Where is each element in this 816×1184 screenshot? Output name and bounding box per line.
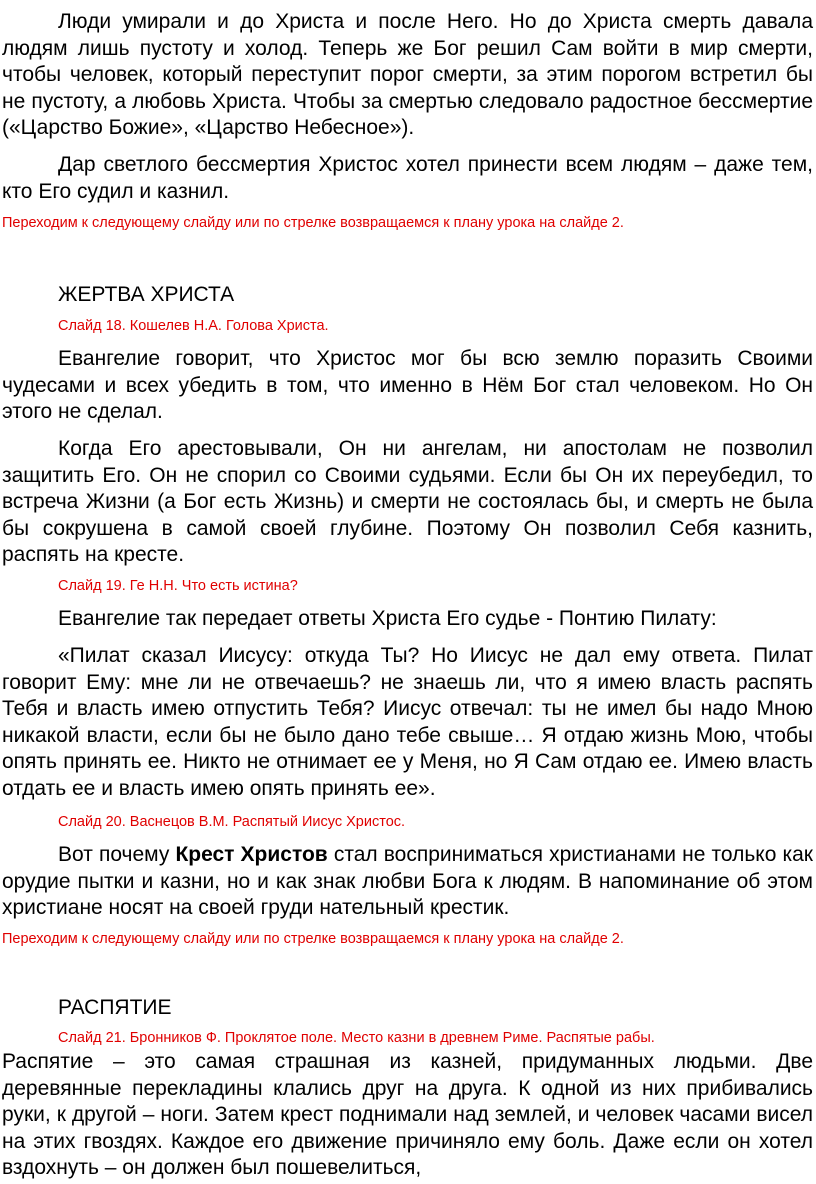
paragraph-gospel-miracles: Евангелие говорит, что Христос мог бы всю землю поразить Своими чудесами и всех убедить в том, что именно в Нём Бог стал человеком. Но Он этого не сделал.	[2, 347, 813, 423]
paragraph-cross-of-christ	[2, 842, 813, 922]
paragraph-pilate-quote: «Пилат сказал Иисусу: откуда Ты? Но Иисус не дал ему ответа. Пилат говорит Ему: мне ли не отвечаешь? не знаешь ли, что я имею власть распять Тебя и власть имею отпустить Тебя? Иисус отвечал: ты не имел бы надо Мною никакой власти, если бы не было дано тебе свыше… Я отдаю жизнь Мою, чтобы опять принять ее. Никто не отнимает ее у Меня, но Я Сам отдаю ее. Имею власть отдать ее и власть имею опять принять ее».	[2, 644, 813, 800]
note-next-slide-2: Переходим к следующему слайду или по стрелке возвращаемся к плану урока на слайде 2.	[2, 931, 624, 947]
note-slide-18: Слайд 18. Кошелев Н.А. Голова Христа.	[58, 318, 329, 334]
note-slide-20: Слайд 20. Васнецов В.М. Распятый Иисус Христос.	[58, 814, 406, 830]
paragraph-crucifixion-description: Распятие – это самая страшная из казней, придуманных людьми. Две деревянные перекладины клались друг на друга. К одной из них прибивались руки, к другой – ноги. Затем крест поднимали над землей, и человек часами висел на этих гвоздях. Каждое его движение причиняло ему боль. Даже если он хотел вздохнуть – он должен был пошевелиться,	[2, 1050, 813, 1179]
note-next-slide: Переходим к следующему слайду или по стрелке возвращаемся к плану урока на слайде 2.	[2, 215, 624, 231]
note-slide-19: Слайд 19. Ге Н.Н. Что есть истина?	[58, 578, 298, 594]
cross-text-after: стал восприниматься христианами не только как орудие пытки и казни, но и как знак любви Бога к людям. В напоминание об этом христиане носят на своей груди нательный крестик.	[2, 843, 813, 919]
note-slide-21: Слайд 21. Бронников Ф. Проклятое поле. Место казни в древнем Риме. Распятые рабы.	[58, 1030, 655, 1046]
paragraph-arrest: Когда Его арестовывали, Он ни ангелам, ни апостолам не позволил защитить Его. Он не спорил со Своими судьями. Если бы Он их переубедил, то встреча Жизни (а Бог есть Жизнь) и смерти не состоялась бы, и смерть не была бы сокрушена в самой своей глубине. Поэтому Он позволил Себя казнить, распять на кресте.	[2, 437, 813, 566]
paragraph-answers-to-pilate: Евангелие так передает ответы Христа Его судье - Понтию Пилату:	[58, 607, 717, 630]
paragraph-gift-of-immortality: Дар светлого бессмертия Христос хотел принести всем людям – даже тем, кто Его судил и казнил.	[2, 153, 813, 203]
heading-sacrifice-of-christ: ЖЕРТВА ХРИСТА	[58, 283, 235, 306]
cross-text-before: Вот почему	[58, 843, 176, 866]
paragraph-death-before-christ: Люди умирали и до Христа и после Него. Но до Христа смерть давала людям лишь пустоту и холод. Теперь же Бог решил Сам войти в мир смерти, чтобы человек, который переступит порог смерти, за этим порогом встретил бы не пустоту, а любовь Христа. Чтобы за смертью следовало радостное бессмертие («Царство Божие», «Царство Небесное»).	[2, 10, 813, 139]
cross-of-christ-bold: Крест Христов	[175, 843, 328, 866]
heading-crucifixion: РАСПЯТИЕ	[58, 996, 172, 1019]
